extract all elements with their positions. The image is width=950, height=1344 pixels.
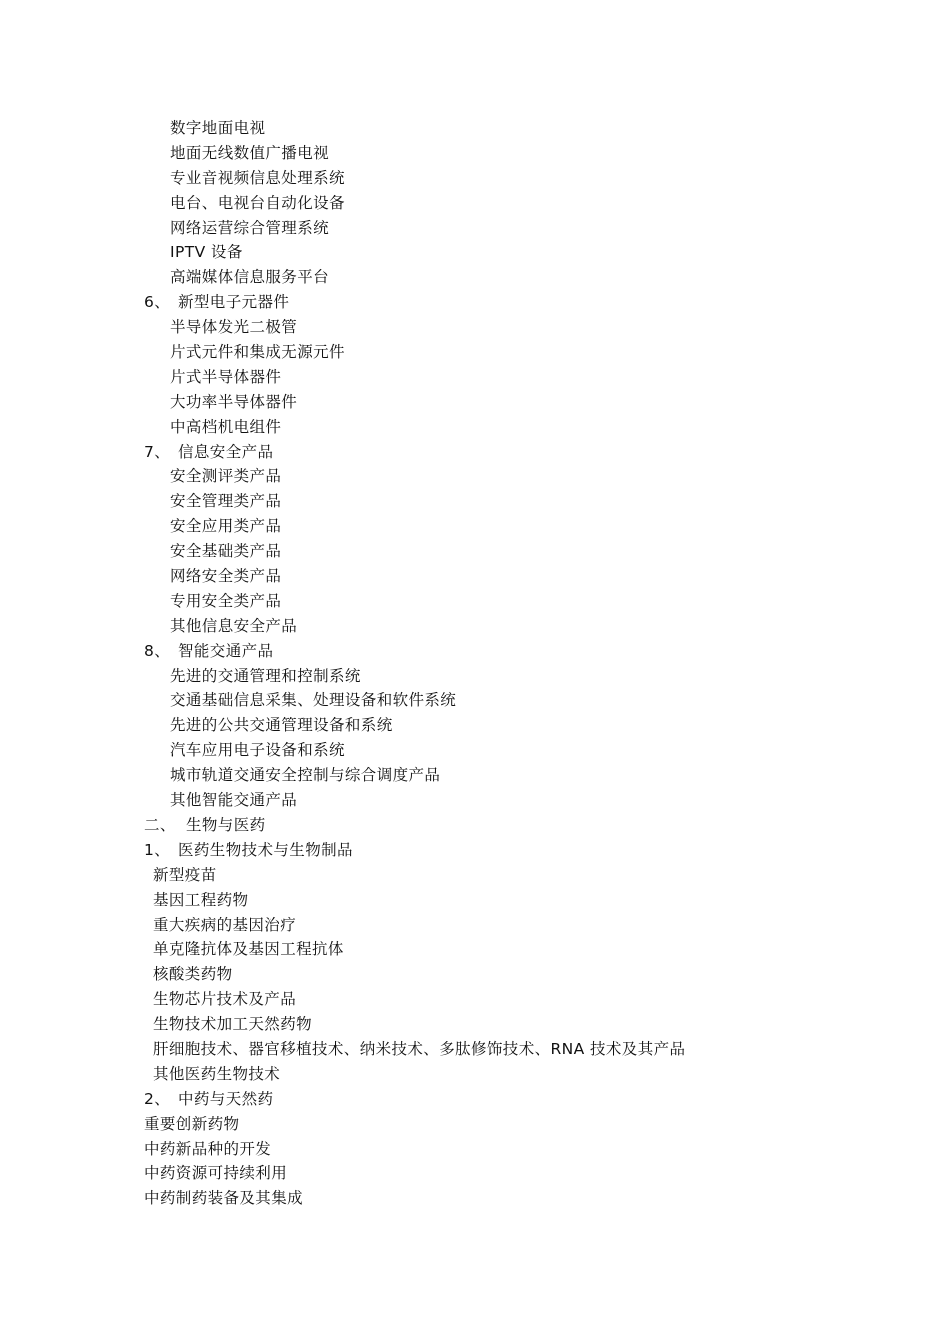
heading-number: 8、 xyxy=(144,641,171,660)
document-body xyxy=(0,116,950,1211)
list-item: 基因工程药物 xyxy=(153,890,249,909)
list-item: 地面无线数值广播电视 xyxy=(170,143,330,162)
list-item: 重要创新药物 xyxy=(144,1114,240,1133)
list-item: 单克隆抗体及基因工程抗体 xyxy=(153,940,344,959)
list-item: 安全测评类产品 xyxy=(170,467,282,486)
section-heading xyxy=(0,813,950,838)
list-item: 新型疫苗 xyxy=(153,865,217,884)
list-item: 肝细胞技术、器官移植技术、纳米技术、多肽修饰技术、RNA 技术及其产品 xyxy=(153,1039,686,1058)
heading-text: 智能交通产品 xyxy=(178,641,274,660)
list-item: 生物技术加工天然药物 xyxy=(153,1015,313,1034)
heading-number: 1、 xyxy=(144,840,171,859)
list-item: 网络安全类产品 xyxy=(170,567,282,586)
list-item: 其他信息安全产品 xyxy=(170,616,298,635)
list-item: 专业音视频信息处理系统 xyxy=(170,168,345,187)
list-item: 高端媒体信息服务平台 xyxy=(170,268,330,287)
list-item: 数字地面电视 xyxy=(170,119,266,137)
list-item: 安全管理类产品 xyxy=(170,492,282,511)
heading-text: 信息安全产品 xyxy=(178,442,274,461)
list-item: 生物芯片技术及产品 xyxy=(153,990,297,1009)
list-item: 城市轨道交通安全控制与综合调度产品 xyxy=(170,766,441,785)
heading-text: 中药与天然药 xyxy=(178,1089,274,1108)
list-item: 片式元件和集成无源元件 xyxy=(170,343,345,362)
list-item: 安全基础类产品 xyxy=(170,542,282,561)
list-item: 中药制药装备及其集成 xyxy=(144,1189,304,1208)
heading-text: 新型电子元器件 xyxy=(178,293,290,312)
list-item: 其他智能交通产品 xyxy=(170,791,298,810)
heading-number: 2、 xyxy=(144,1089,171,1108)
list-item: 汽车应用电子设备和系统 xyxy=(170,741,345,760)
list-item: 先进的交通管理和控制系统 xyxy=(170,666,361,685)
heading-number: 7、 xyxy=(144,442,171,461)
list-item: 中高档机电组件 xyxy=(170,417,282,436)
list-item: 电台、电视台自动化设备 xyxy=(170,193,345,212)
list-item: 中药资源可持续利用 xyxy=(144,1164,288,1183)
list-item: 半导体发光二极管 xyxy=(170,318,298,337)
heading-number: 二、 xyxy=(144,815,176,834)
list-item: 大功率半导体器件 xyxy=(170,392,298,411)
heading-text: 生物与医药 xyxy=(186,815,266,834)
list-item: 专用安全类产品 xyxy=(170,591,282,610)
heading-text: 医药生物技术与生物制品 xyxy=(178,840,353,859)
numbered-heading xyxy=(0,1087,950,1112)
list-item: 其他医药生物技术 xyxy=(153,1064,281,1083)
list-item: 中药新品种的开发 xyxy=(144,1139,272,1158)
numbered-heading xyxy=(0,290,950,315)
list-item: 重大疾病的基因治疗 xyxy=(153,915,297,934)
list-item: IPTV 设备 xyxy=(170,243,243,262)
list-item: 核酸类药物 xyxy=(153,965,233,984)
list-item: 片式半导体器件 xyxy=(170,367,282,386)
numbered-heading xyxy=(0,440,950,465)
list-item: 安全应用类产品 xyxy=(170,517,282,536)
list-item: 网络运营综合管理系统 xyxy=(170,218,330,237)
list-item: 先进的公共交通管理设备和系统 xyxy=(170,716,393,735)
numbered-heading xyxy=(0,639,950,664)
numbered-heading xyxy=(0,838,950,863)
heading-number: 6、 xyxy=(144,293,171,312)
list-item: 交通基础信息采集、处理设备和软件系统 xyxy=(170,691,457,710)
